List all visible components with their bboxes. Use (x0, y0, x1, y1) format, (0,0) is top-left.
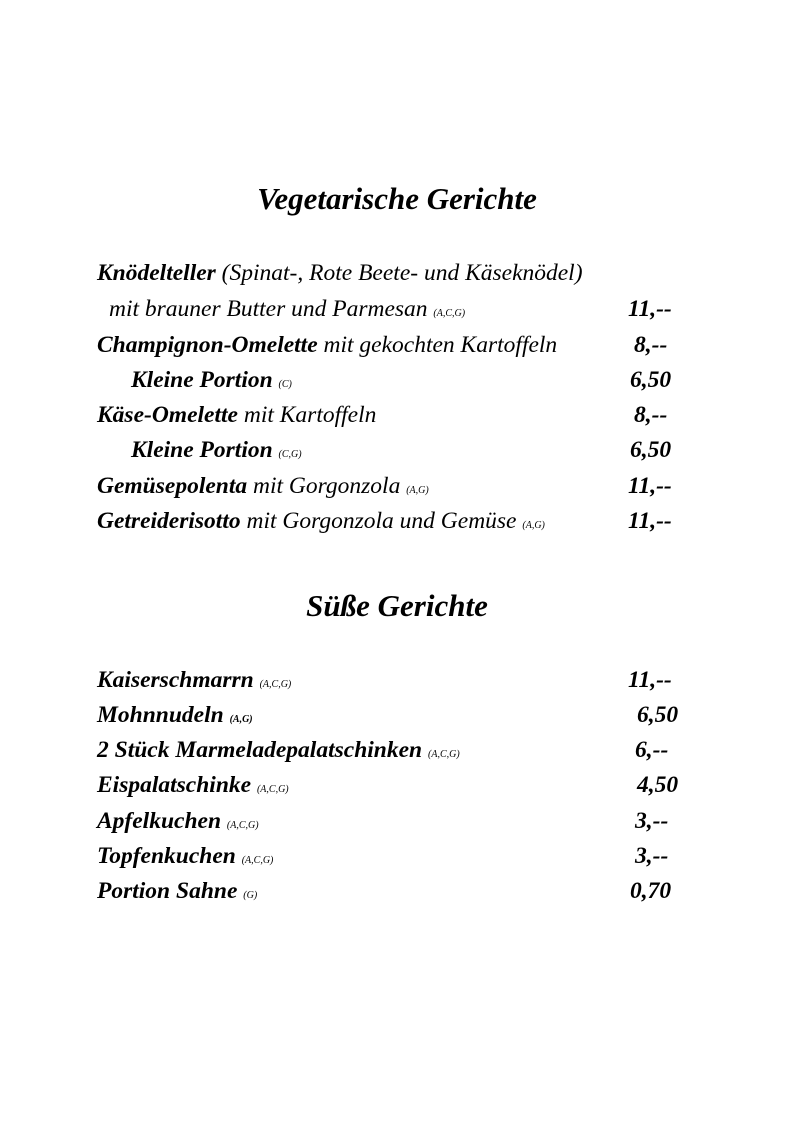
allergen-codes: (A,C,G) (226, 820, 259, 831)
item-description: mit Gorgonzola (247, 473, 401, 499)
item-name: Getreiderisotto (97, 508, 241, 534)
allergen-codes: (A,G) (406, 485, 429, 496)
price-marmeladepalatschinken: 6,-- (635, 737, 669, 763)
menu-item-kaese-omelette (97, 404, 376, 428)
item-description: mit Gorgonzola und Gemüse (240, 508, 517, 534)
item-name: Eispalatschinke (97, 772, 252, 798)
price-eispalatschinke: 4,50 (637, 772, 679, 798)
menu-item-marmeladepalatschinken (97, 739, 460, 763)
menu-item-kaiserschmarrn (97, 669, 291, 693)
allergen-codes: (A,G) (522, 520, 545, 531)
item-name: Käse-Omelette (97, 402, 238, 428)
menu-item-kaese-small (131, 439, 302, 463)
menu-item-knoedelteller-line2 (109, 298, 465, 322)
item-description: mit Kartoffeln (237, 402, 377, 428)
menu-item-mohnnudeln (97, 704, 253, 728)
item-description: mit gekochten Kartoffeln (317, 332, 558, 358)
allergen-codes: (C) (278, 379, 292, 390)
allergen-codes: (A,C,G) (256, 784, 289, 795)
allergen-codes: (A,C,G) (428, 749, 460, 760)
allergen-codes: (A,C,G) (241, 855, 274, 866)
item-description: (Spinat-, Rote Beete- und Käseknödel) (215, 260, 583, 286)
price-knoedelteller: 11,-- (628, 296, 672, 322)
menu-item-getreiderisotto (97, 510, 545, 534)
price-mohnnudeln: 6,50 (637, 702, 679, 728)
menu-item-eispalatschinke (97, 774, 289, 798)
item-name: 2 Stück Marmeladepalatschinken (97, 737, 423, 763)
item-name: Portion Sahne (97, 878, 238, 904)
price-champignon-small: 6,50 (630, 367, 672, 393)
menu-item-apfelkuchen (97, 810, 259, 834)
section-title-vegetarian: Vegetarische Gerichte (257, 181, 537, 216)
price-apfelkuchen: 3,-- (635, 808, 669, 834)
item-name: Kleine Portion (131, 367, 273, 393)
item-description: mit brauner Butter und Parmesan (109, 296, 428, 322)
menu-item-champignon-omelette (97, 334, 557, 358)
allergen-codes: (C,G) (278, 449, 302, 460)
item-name: Champignon-Omelette (97, 332, 318, 358)
allergen-codes: (A,G) (229, 714, 253, 725)
menu-item-champignon-small (131, 369, 292, 393)
item-name: Knödelteller (97, 260, 216, 286)
price-topfenkuchen: 3,-- (635, 843, 669, 869)
menu-item-gemuesepolenta (97, 475, 429, 499)
item-name: Kaiserschmarrn (97, 667, 254, 693)
item-name: Apfelkuchen (97, 808, 222, 834)
item-name: Mohnnudeln (97, 702, 224, 728)
price-kaese-small: 6,50 (630, 437, 672, 463)
menu-item-portion-sahne (97, 880, 257, 904)
price-kaese-omelette: 8,-- (634, 402, 668, 428)
menu-item-topfenkuchen (97, 845, 273, 869)
item-name: Gemüsepolenta (97, 473, 248, 499)
allergen-codes: (A,C,G) (259, 679, 292, 690)
allergen-codes: (A,C,G) (433, 308, 466, 319)
price-kaiserschmarrn: 11,-- (628, 667, 672, 693)
price-getreiderisotto: 11,-- (628, 508, 672, 534)
menu-item-knoedelteller (97, 262, 583, 286)
item-name: Topfenkuchen (97, 843, 236, 869)
item-name: Kleine Portion (131, 437, 273, 463)
price-champignon-omelette: 8,-- (634, 332, 668, 358)
price-gemuesepolenta: 11,-- (628, 473, 672, 499)
price-portion-sahne: 0,70 (630, 878, 672, 904)
allergen-codes: (G) (243, 890, 258, 901)
section-title-sweet: Süße Gerichte (306, 588, 488, 623)
